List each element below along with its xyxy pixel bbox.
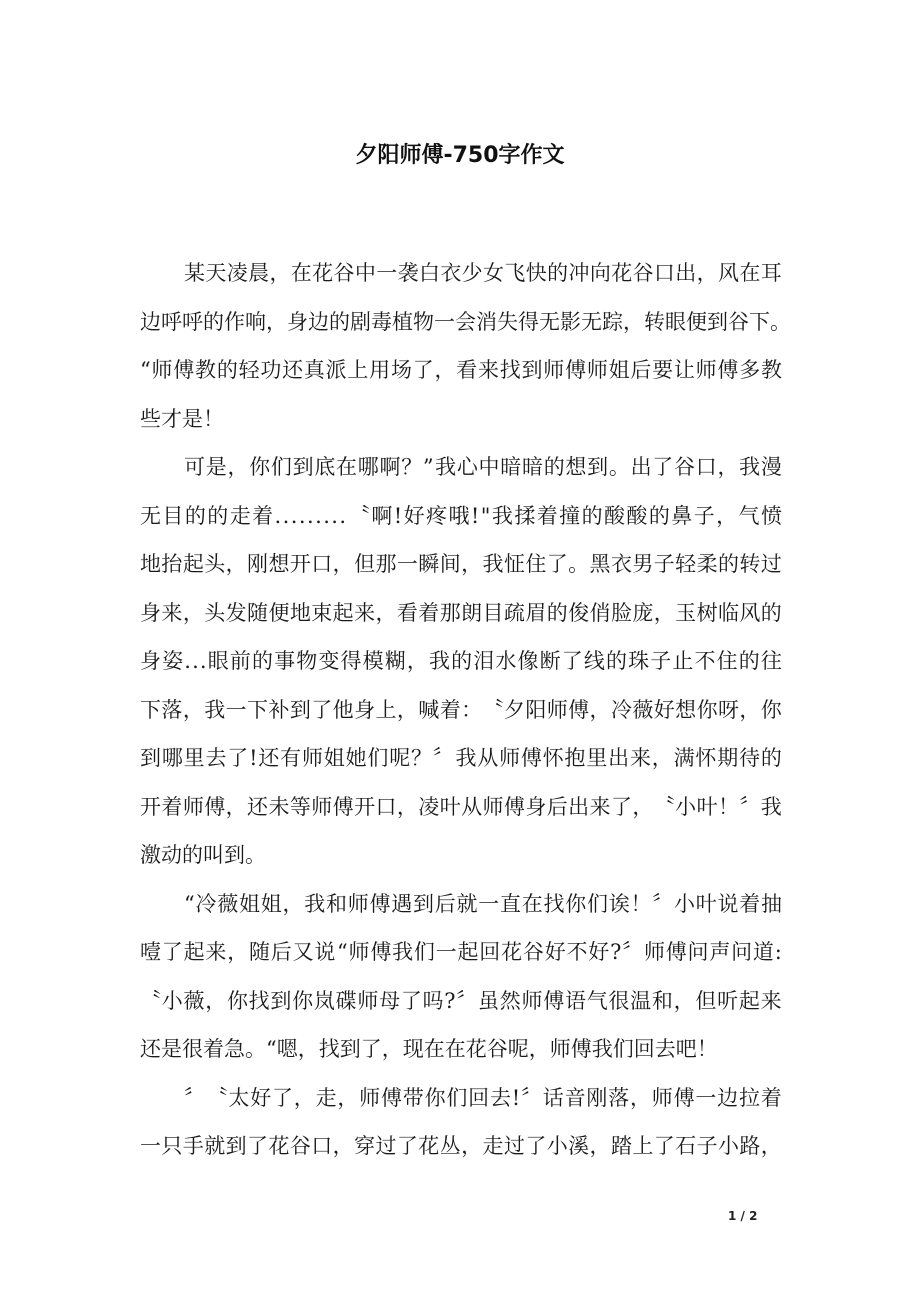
text-line: 到 哪 里 去 了 ! 还 有 师 姐 她 们 呢 ？ 〞 我 从 师 傅 怀 抱 里 出 来 ， 满 怀 期 待 的 — [140, 746, 782, 770]
text-line: 某 天 凌 晨 ， 在 花 谷 中 一 袭 白 衣 少 女 飞 快 的 冲 向 花 谷 口 出 ， 风 在 耳 — [184, 261, 782, 285]
text-line: 开 着 师 傅 ， 还 未 等 师 傅 开 口 ， 凌 叶 从 师 傅 身 后 出 来 了 ， 〝 小 叶 ！ 〞 我 — [140, 794, 782, 819]
page-number: 1 / 2 — [728, 1209, 758, 1223]
text-line: 下 落 ， 我 一 下 补 到 了 他 身 上 ， 喊 着 ： 〝 夕 阳 师 傅 ， 冷 薇 好 想 你 呀 ， 你 — [140, 697, 782, 722]
text-line: 身 姿 . . . 眼 前 的 事 物 变 得 模 糊 ， 我 的 泪 水 像 断 了 线 的 珠 子 止 不 住 的 往 — [140, 649, 782, 673]
text-line: 〞 〝 太 好 了 ， 走 ， 师 傅 带 你 们 回 去 ! 〞 话 音 刚 落 ， 师 傅 一 边 拉 着 — [184, 1085, 782, 1110]
document-body — [140, 258, 791, 1180]
text-line: 可 是 ， 你 们 到 底 在 哪 啊 ？ ” 我 心 中 暗 暗 的 想 到 。 出 了 谷 口 ， 我 漫 — [184, 455, 782, 479]
text-line: 还是很着急。“嗯，找到了，现在在花谷呢，师傅我们回去吧！ — [140, 1037, 718, 1061]
text-line: 身 来 ， 头 发 随 便 地 束 起 来 ， 看 着 那 朗 目 疏 眉 的 俊 俏 脸 庞 ， 玉 树 临 风 的 — [140, 600, 782, 625]
document-title: 夕阳师傅-750字作文 — [355, 143, 565, 168]
text-line: 地 抬 起 头 ， 刚 想 开 口 ， 但 那 一 瞬 间 ， 我 怔 住 了 。 黑 衣 男 子 轻 柔 的 转 过 — [140, 552, 782, 576]
text-line: “ 师 傅 教 的 轻 功 还 真 派 上 用 场 了 ， 看 来 找 到 师 傅 师 姐 后 要 让 师 傅 多 教 — [140, 358, 782, 382]
text-line: 噎 了 起 来 ， 随 后 又 说 “ 师 傅 我 们 一 起 回 花 谷 好 不 好 ? 〞 师 傅 问 声 问 道 : — [140, 940, 782, 964]
text-line: 些才是！ — [140, 406, 224, 431]
text-line: “ 冷 薇 姐 姐 ， 我 和 师 傅 遇 到 后 就 一 直 在 找 你 们 诶 ！ 〞 小 叶 说 着 抽 — [184, 891, 782, 916]
text-line: 激动的叫到。 — [140, 843, 266, 867]
text-line: 边 呼 呼 的 作 响 ， 身 边 的 剧 毒 植 物 一 会 消 失 得 无 影 无 踪 ， 转 眼 便 到 谷 下 。 — [140, 309, 791, 334]
text-line: 〝 小 薇 ， 你 找 到 你 岚 碟 师 母 了 吗 ? 〞 虽 然 师 傅 语 气 很 温 和 ， 但 听 起 来 — [140, 988, 782, 1013]
text-line: 一 只 手 就 到 了 花 谷 口 ， 穿 过 了 花 丛 ， 走 过 了 小 溪 ， 踏 上 了 石 子 小 路 ， — [140, 1134, 782, 1158]
text-line: 无 目 的 的 走 着 . . . . . . . . . 〝 啊 ! 好 疼 哦 ! " 我 揉 着 撞 的 酸 酸 的 鼻 子 ， 气 愤 — [140, 503, 782, 528]
